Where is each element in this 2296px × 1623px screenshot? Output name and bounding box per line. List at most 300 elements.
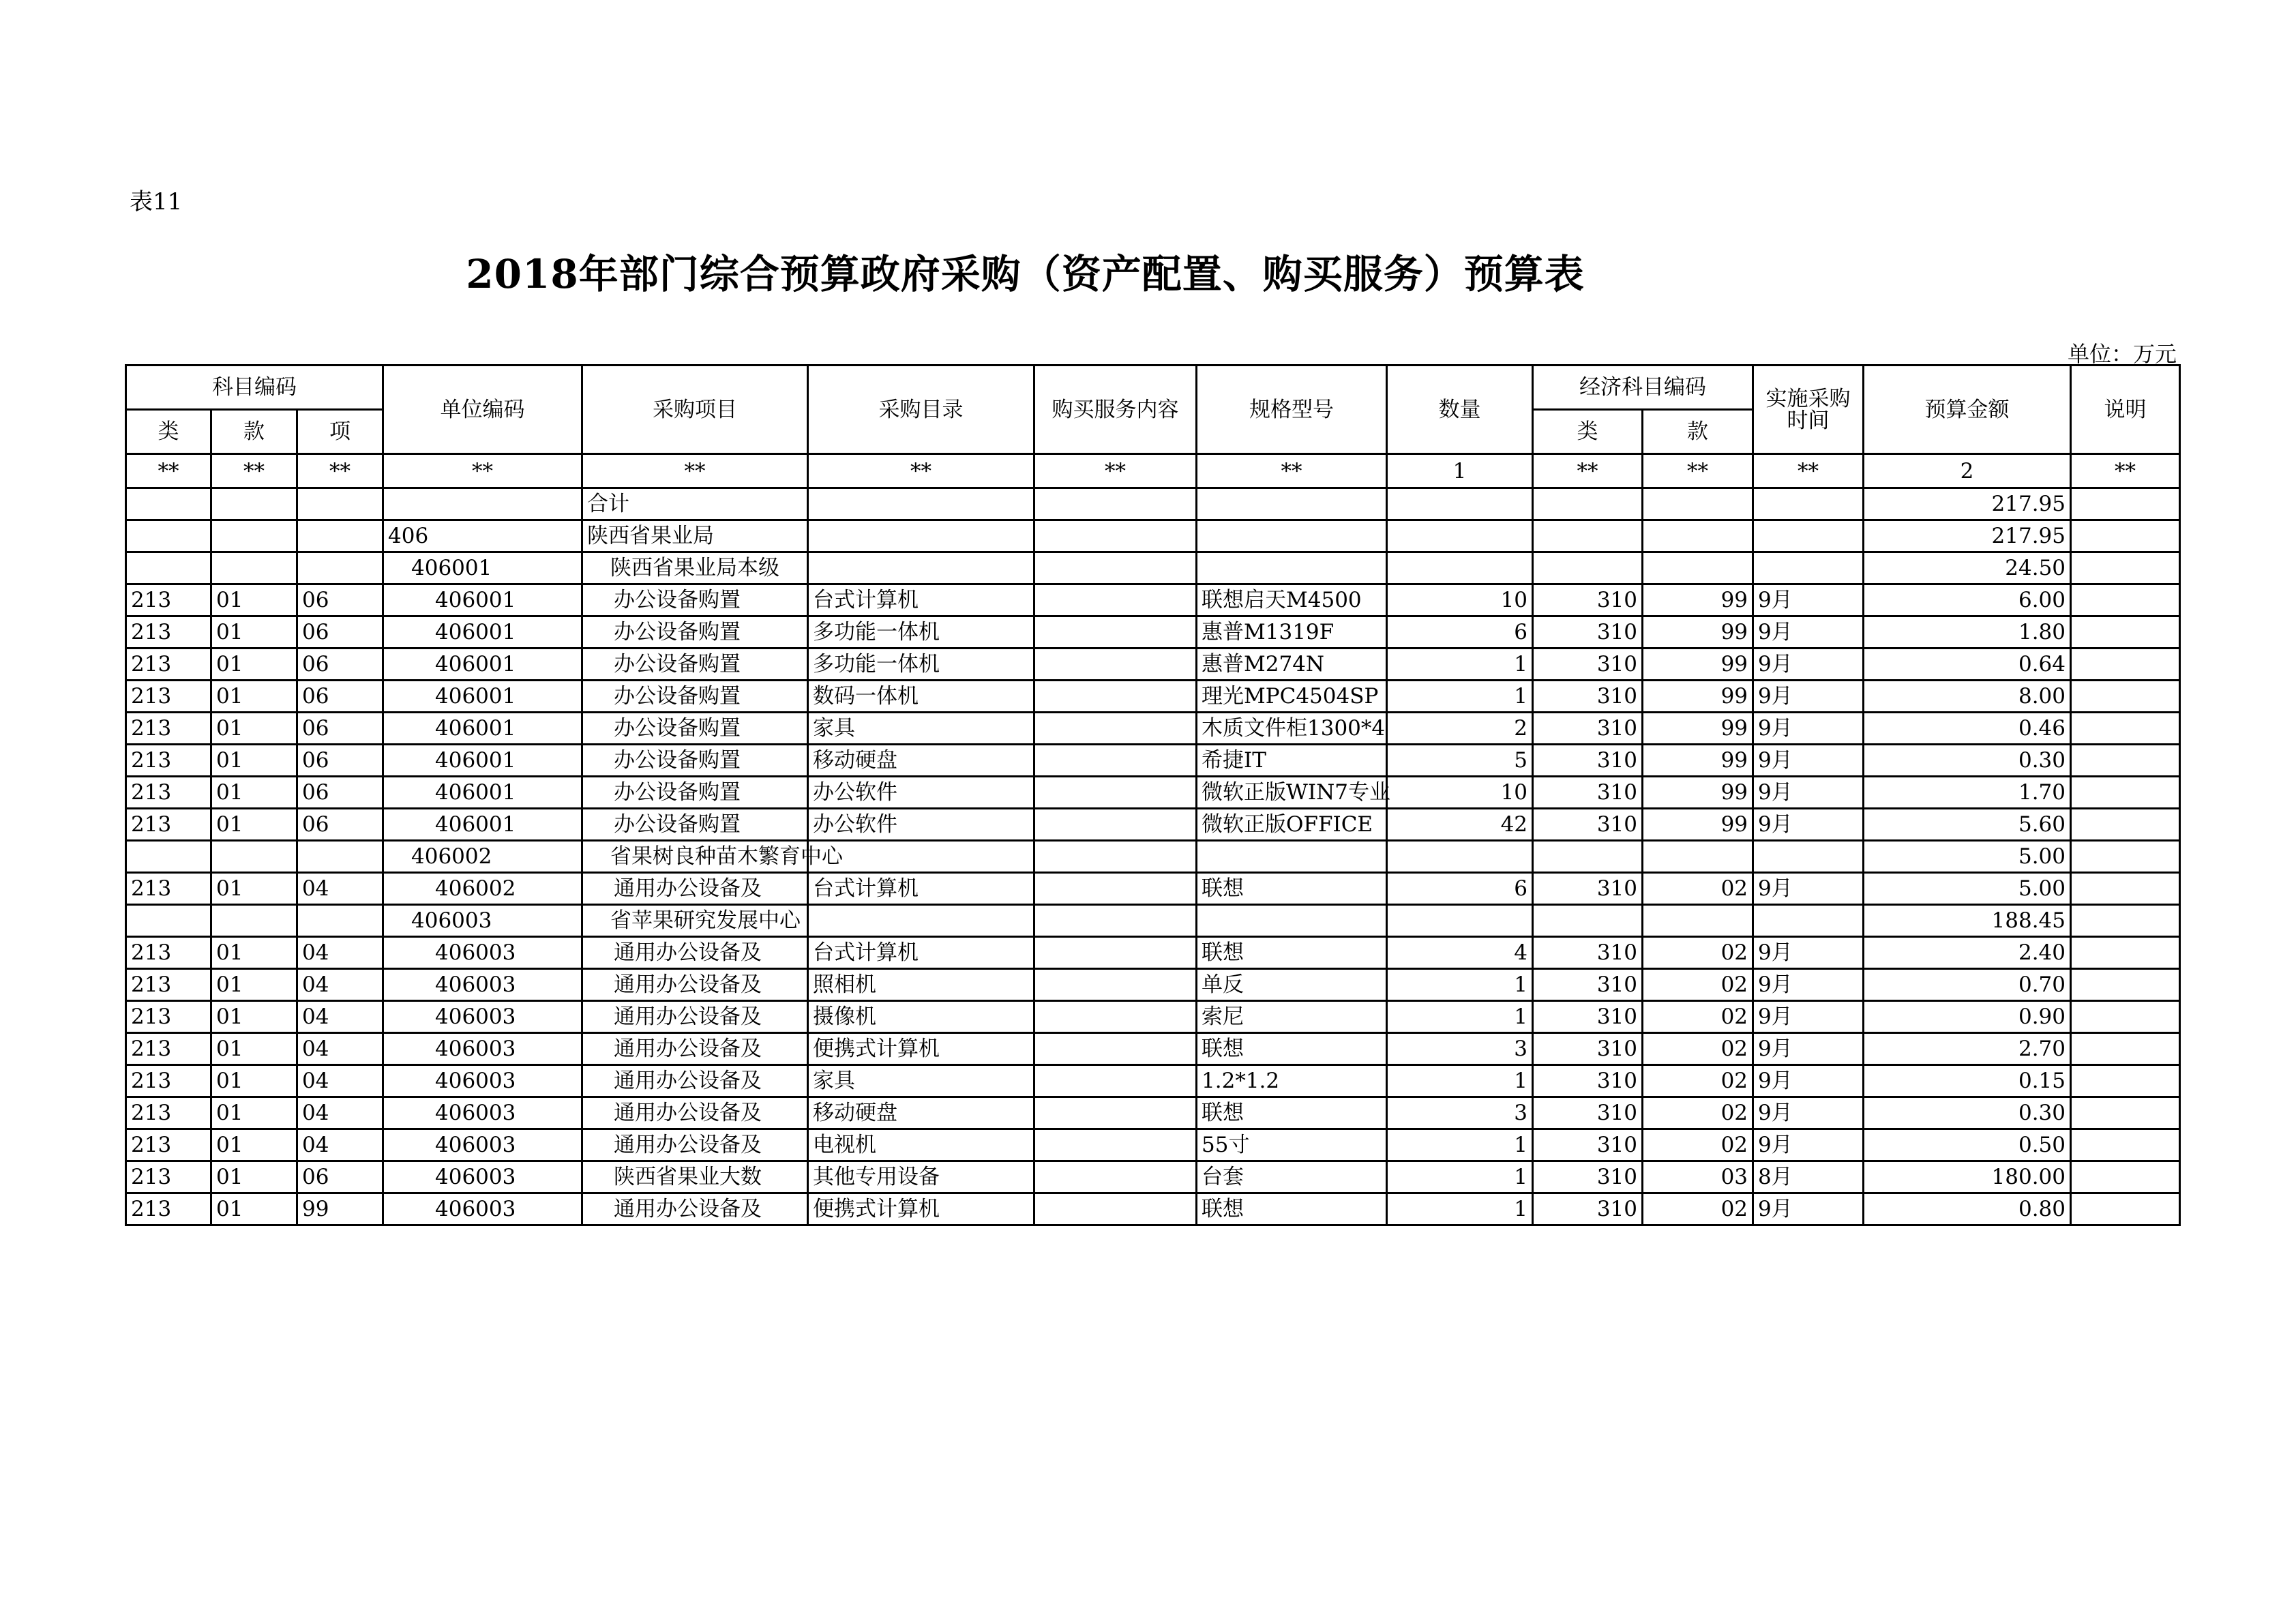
- cell-service: [1034, 1001, 1197, 1033]
- cell-qty: [1387, 552, 1533, 584]
- table-row: [126, 713, 2180, 745]
- cell-project: 办公设备购置: [582, 777, 808, 809]
- cell-spec: 联想: [1197, 873, 1387, 905]
- cell-project: 办公设备购置: [582, 616, 808, 649]
- cell-amount: 8.00: [1864, 681, 2071, 713]
- cell-xiang: [297, 488, 383, 520]
- cell-unit-code: 406001: [383, 552, 582, 584]
- cell-qty: 1: [1387, 1193, 1533, 1225]
- table-row: [126, 681, 2180, 713]
- cell-time: 9月: [1753, 1001, 1864, 1033]
- cell-econ-kuan: 99: [1643, 777, 1753, 809]
- cell-catalog: 摄像机: [808, 1001, 1034, 1033]
- cell-amount: 180.00: [1864, 1161, 2071, 1193]
- unit-label: 单位：万元: [2067, 341, 2177, 367]
- cell-econ-kuan: [1643, 841, 1753, 873]
- cell-unit-code: 406003: [383, 969, 582, 1001]
- cell-spec: 微软正版OFFICE: [1197, 809, 1387, 841]
- cell-amount: 2.40: [1864, 937, 2071, 969]
- cell-note: [2071, 552, 2180, 584]
- cell-kuan: 01: [211, 584, 297, 616]
- cell-time: [1753, 841, 1864, 873]
- cell-econ-kuan: [1643, 905, 1753, 937]
- cell-econ-lei: 310: [1533, 649, 1643, 681]
- cell-catalog: 家具: [808, 713, 1034, 745]
- table-row: [126, 552, 2180, 584]
- cell-lei: 213: [126, 681, 211, 713]
- cell-unit-code: 406001: [383, 681, 582, 713]
- cell-amount: 1.80: [1864, 616, 2071, 649]
- cell-econ-kuan: 02: [1643, 1193, 1753, 1225]
- cell-spec: 联想启天M4500: [1197, 584, 1387, 616]
- cell-unit-code: 406003: [383, 1033, 582, 1065]
- header-note: 说明: [2071, 366, 2180, 454]
- cell-unit-code: 406002: [383, 873, 582, 905]
- cell-spec: [1197, 552, 1387, 584]
- cell-kuan: 01: [211, 1065, 297, 1097]
- cell-kuan: [211, 841, 297, 873]
- cell-econ-lei: [1533, 488, 1643, 520]
- cell-lei: 213: [126, 1001, 211, 1033]
- cell-time: 9月: [1753, 969, 1864, 1001]
- header-subject-code: 科目编码: [126, 366, 383, 410]
- header-econ-code: 经济科目编码: [1533, 366, 1753, 410]
- cell-xiang: 04: [297, 969, 383, 1001]
- cell-econ-kuan: [1643, 520, 1753, 552]
- cell-time: 9月: [1753, 649, 1864, 681]
- cell-lei: 213: [126, 1065, 211, 1097]
- cell-project: 办公设备购置: [582, 681, 808, 713]
- cell-econ-lei: 310: [1533, 777, 1643, 809]
- cell-econ-kuan: [1643, 552, 1753, 584]
- header-unit-code: 单位编码: [383, 366, 582, 454]
- cell-amount: 0.46: [1864, 713, 2071, 745]
- cell-project: 办公设备购置: [582, 745, 808, 777]
- cell-xiang: 04: [297, 1129, 383, 1161]
- cell-xiang: 06: [297, 777, 383, 809]
- cell-service: [1034, 1097, 1197, 1129]
- cell-note: [2071, 1065, 2180, 1097]
- cell-note: [2071, 713, 2180, 745]
- marker-cell: **: [297, 454, 383, 488]
- cell-project: 陕西省果业局: [582, 520, 808, 552]
- cell-econ-kuan: 99: [1643, 681, 1753, 713]
- cell-kuan: 01: [211, 1001, 297, 1033]
- cell-unit-code: 406003: [383, 1193, 582, 1225]
- cell-econ-kuan: 02: [1643, 1065, 1753, 1097]
- cell-kuan: 01: [211, 969, 297, 1001]
- cell-xiang: 06: [297, 649, 383, 681]
- cell-time: 9月: [1753, 777, 1864, 809]
- cell-econ-lei: 310: [1533, 1193, 1643, 1225]
- cell-xiang: [297, 520, 383, 552]
- cell-qty: 5: [1387, 745, 1533, 777]
- cell-econ-kuan: 02: [1643, 873, 1753, 905]
- cell-lei: 213: [126, 777, 211, 809]
- cell-xiang: 06: [297, 616, 383, 649]
- cell-note: [2071, 1193, 2180, 1225]
- cell-note: [2071, 1129, 2180, 1161]
- table-body: [126, 488, 2180, 1225]
- cell-note: [2071, 1097, 2180, 1129]
- cell-econ-lei: 310: [1533, 713, 1643, 745]
- cell-kuan: 01: [211, 745, 297, 777]
- cell-unit-code: 406003: [383, 905, 582, 937]
- cell-spec: [1197, 488, 1387, 520]
- cell-qty: 1: [1387, 1129, 1533, 1161]
- cell-unit-code: 406002: [383, 841, 582, 873]
- cell-note: [2071, 584, 2180, 616]
- cell-econ-lei: 310: [1533, 681, 1643, 713]
- cell-econ-lei: 310: [1533, 873, 1643, 905]
- cell-xiang: 04: [297, 1065, 383, 1097]
- cell-note: [2071, 1161, 2180, 1193]
- cell-time: 9月: [1753, 1065, 1864, 1097]
- cell-qty: 2: [1387, 713, 1533, 745]
- cell-xiang: 06: [297, 681, 383, 713]
- header-lei: 类: [126, 410, 211, 454]
- cell-note: [2071, 777, 2180, 809]
- cell-catalog: 办公软件: [808, 777, 1034, 809]
- cell-catalog: [808, 488, 1034, 520]
- cell-econ-kuan: 99: [1643, 649, 1753, 681]
- cell-spec: 联想: [1197, 1033, 1387, 1065]
- cell-econ-kuan: 02: [1643, 1097, 1753, 1129]
- cell-project: 办公设备购置: [582, 584, 808, 616]
- page-title: 2018年部门综合预算政府采购（资产配置、购买服务）预算表: [466, 251, 1585, 297]
- cell-amount: 0.80: [1864, 1193, 2071, 1225]
- cell-project: 通用办公设备及: [582, 1033, 808, 1065]
- cell-amount: 0.64: [1864, 649, 2071, 681]
- header-project: 采购项目: [582, 366, 808, 454]
- cell-note: [2071, 1033, 2180, 1065]
- cell-unit-code: 406001: [383, 745, 582, 777]
- cell-spec: 55寸: [1197, 1129, 1387, 1161]
- cell-service: [1034, 1129, 1197, 1161]
- cell-unit-code: 406001: [383, 777, 582, 809]
- cell-lei: [126, 520, 211, 552]
- header-spec: 规格型号: [1197, 366, 1387, 454]
- cell-amount: 0.30: [1864, 745, 2071, 777]
- cell-lei: 213: [126, 937, 211, 969]
- cell-time: 8月: [1753, 1161, 1864, 1193]
- cell-project: 办公设备购置: [582, 809, 808, 841]
- cell-note: [2071, 520, 2180, 552]
- cell-project: 通用办公设备及: [582, 1097, 808, 1129]
- cell-econ-lei: 310: [1533, 1065, 1643, 1097]
- cell-catalog: 多功能一体机: [808, 616, 1034, 649]
- marker-cell: **: [1753, 454, 1864, 488]
- cell-service: [1034, 809, 1197, 841]
- cell-unit-code: 406001: [383, 713, 582, 745]
- cell-qty: [1387, 488, 1533, 520]
- cell-time: 9月: [1753, 809, 1864, 841]
- cell-econ-kuan: 03: [1643, 1161, 1753, 1193]
- header-xiang: 项: [297, 410, 383, 454]
- cell-spec: 1.2*1.2: [1197, 1065, 1387, 1097]
- cell-catalog: 台式计算机: [808, 584, 1034, 616]
- cell-lei: 213: [126, 1097, 211, 1129]
- cell-spec: 单反: [1197, 969, 1387, 1001]
- cell-amount: 0.50: [1864, 1129, 2071, 1161]
- cell-unit-code: 406001: [383, 584, 582, 616]
- cell-time: 9月: [1753, 1097, 1864, 1129]
- cell-service: [1034, 488, 1197, 520]
- header-amount: 预算金额: [1864, 366, 2071, 454]
- table-row: [126, 488, 2180, 520]
- table-row: [126, 969, 2180, 1001]
- cell-kuan: 01: [211, 1129, 297, 1161]
- cell-econ-kuan: 02: [1643, 1033, 1753, 1065]
- cell-spec: 微软正版WIN7专业: [1197, 777, 1387, 809]
- cell-amount: 6.00: [1864, 584, 2071, 616]
- cell-econ-lei: [1533, 520, 1643, 552]
- cell-catalog: 便携式计算机: [808, 1033, 1034, 1065]
- cell-econ-kuan: 02: [1643, 1129, 1753, 1161]
- cell-note: [2071, 905, 2180, 937]
- cell-project: 通用办公设备及: [582, 1065, 808, 1097]
- table-row: [126, 1193, 2180, 1225]
- table-row: [126, 873, 2180, 905]
- cell-time: 9月: [1753, 1129, 1864, 1161]
- cell-note: [2071, 969, 2180, 1001]
- cell-lei: 213: [126, 969, 211, 1001]
- cell-kuan: [211, 552, 297, 584]
- cell-project: 办公设备购置: [582, 713, 808, 745]
- cell-amount: 5.60: [1864, 809, 2071, 841]
- cell-unit-code: 406003: [383, 1001, 582, 1033]
- table-row: [126, 616, 2180, 649]
- cell-catalog: 台式计算机: [808, 937, 1034, 969]
- cell-lei: [126, 488, 211, 520]
- header-qty: 数量: [1387, 366, 1533, 454]
- cell-lei: 213: [126, 713, 211, 745]
- cell-econ-lei: 310: [1533, 969, 1643, 1001]
- cell-note: [2071, 488, 2180, 520]
- cell-note: [2071, 616, 2180, 649]
- cell-kuan: 01: [211, 649, 297, 681]
- cell-time: [1753, 905, 1864, 937]
- cell-qty: 4: [1387, 937, 1533, 969]
- cell-project: 省果树良种苗木繁育中心: [582, 841, 808, 873]
- table-row: [126, 937, 2180, 969]
- cell-econ-lei: 310: [1533, 1001, 1643, 1033]
- cell-lei: 213: [126, 1129, 211, 1161]
- cell-lei: [126, 841, 211, 873]
- cell-econ-lei: 310: [1533, 1097, 1643, 1129]
- cell-catalog: 移动硬盘: [808, 1097, 1034, 1129]
- procurement-budget-table: [125, 364, 2181, 1226]
- cell-lei: 213: [126, 873, 211, 905]
- cell-service: [1034, 1193, 1197, 1225]
- cell-spec: 联想: [1197, 1097, 1387, 1129]
- cell-note: [2071, 809, 2180, 841]
- marker-cell: **: [808, 454, 1034, 488]
- marker-row: [126, 454, 2180, 488]
- header-econ-lei: 类: [1533, 410, 1643, 454]
- cell-unit-code: 406: [383, 520, 582, 552]
- cell-econ-lei: [1533, 552, 1643, 584]
- cell-qty: 1: [1387, 1065, 1533, 1097]
- cell-qty: 3: [1387, 1097, 1533, 1129]
- cell-time: 9月: [1753, 745, 1864, 777]
- cell-amount: 5.00: [1864, 841, 2071, 873]
- cell-catalog: 照相机: [808, 969, 1034, 1001]
- cell-time: [1753, 520, 1864, 552]
- cell-qty: 1: [1387, 681, 1533, 713]
- cell-qty: 42: [1387, 809, 1533, 841]
- cell-time: [1753, 552, 1864, 584]
- cell-service: [1034, 905, 1197, 937]
- cell-time: 9月: [1753, 873, 1864, 905]
- cell-xiang: 04: [297, 1001, 383, 1033]
- cell-spec: 木质文件柜1300*4: [1197, 713, 1387, 745]
- cell-project: 通用办公设备及: [582, 937, 808, 969]
- cell-econ-kuan: 02: [1643, 1001, 1753, 1033]
- cell-note: [2071, 937, 2180, 969]
- cell-note: [2071, 1001, 2180, 1033]
- cell-service: [1034, 649, 1197, 681]
- cell-lei: [126, 552, 211, 584]
- cell-xiang: [297, 905, 383, 937]
- marker-cell: 2: [1864, 454, 2071, 488]
- cell-xiang: 06: [297, 809, 383, 841]
- marker-cell: **: [126, 454, 211, 488]
- cell-catalog: [808, 905, 1034, 937]
- marker-cell: **: [1643, 454, 1753, 488]
- cell-econ-lei: [1533, 905, 1643, 937]
- table-row: [126, 777, 2180, 809]
- marker-cell: **: [1533, 454, 1643, 488]
- cell-spec: [1197, 520, 1387, 552]
- header-catalog: 采购目录: [808, 366, 1034, 454]
- cell-lei: [126, 905, 211, 937]
- cell-note: [2071, 841, 2180, 873]
- cell-catalog: 多功能一体机: [808, 649, 1034, 681]
- cell-spec: 希捷IT: [1197, 745, 1387, 777]
- cell-unit-code: 406003: [383, 1129, 582, 1161]
- cell-qty: 1: [1387, 1001, 1533, 1033]
- cell-service: [1034, 1033, 1197, 1065]
- cell-econ-kuan: 99: [1643, 713, 1753, 745]
- table-row: [126, 1033, 2180, 1065]
- cell-spec: 惠普M1319F: [1197, 616, 1387, 649]
- cell-xiang: [297, 841, 383, 873]
- cell-spec: 索尼: [1197, 1001, 1387, 1033]
- cell-unit-code: 406003: [383, 1065, 582, 1097]
- cell-project: 省苹果研究发展中心: [582, 905, 808, 937]
- cell-catalog: 台式计算机: [808, 873, 1034, 905]
- table-number: 表11: [130, 188, 183, 215]
- cell-kuan: 01: [211, 1161, 297, 1193]
- cell-catalog: 数码一体机: [808, 681, 1034, 713]
- cell-time: 9月: [1753, 713, 1864, 745]
- cell-project: 合计: [582, 488, 808, 520]
- cell-xiang: 99: [297, 1193, 383, 1225]
- cell-service: [1034, 1065, 1197, 1097]
- cell-econ-kuan: 99: [1643, 745, 1753, 777]
- cell-lei: 213: [126, 1161, 211, 1193]
- cell-amount: 217.95: [1864, 520, 2071, 552]
- cell-xiang: 04: [297, 937, 383, 969]
- cell-catalog: 便携式计算机: [808, 1193, 1034, 1225]
- cell-service: [1034, 873, 1197, 905]
- cell-project: 通用办公设备及: [582, 1129, 808, 1161]
- cell-kuan: [211, 520, 297, 552]
- cell-service: [1034, 584, 1197, 616]
- cell-lei: 213: [126, 616, 211, 649]
- table-row: [126, 520, 2180, 552]
- cell-econ-lei: 310: [1533, 584, 1643, 616]
- cell-econ-kuan: 99: [1643, 616, 1753, 649]
- cell-project: 通用办公设备及: [582, 1001, 808, 1033]
- cell-amount: 217.95: [1864, 488, 2071, 520]
- header-econ-kuan: 款: [1643, 410, 1753, 454]
- cell-kuan: 01: [211, 873, 297, 905]
- cell-service: [1034, 552, 1197, 584]
- cell-spec: 理光MPC4504SP: [1197, 681, 1387, 713]
- cell-service: [1034, 937, 1197, 969]
- cell-xiang: 04: [297, 1033, 383, 1065]
- cell-catalog: 其他专用设备: [808, 1161, 1034, 1193]
- cell-service: [1034, 777, 1197, 809]
- cell-econ-kuan: 02: [1643, 969, 1753, 1001]
- cell-amount: 0.70: [1864, 969, 2071, 1001]
- cell-project: 通用办公设备及: [582, 969, 808, 1001]
- cell-qty: 1: [1387, 1161, 1533, 1193]
- table-row: [126, 1097, 2180, 1129]
- cell-amount: 24.50: [1864, 552, 2071, 584]
- cell-kuan: 01: [211, 777, 297, 809]
- cell-kuan: 01: [211, 616, 297, 649]
- cell-unit-code: 406001: [383, 809, 582, 841]
- cell-unit-code: 406001: [383, 616, 582, 649]
- cell-kuan: 01: [211, 1193, 297, 1225]
- cell-catalog: 家具: [808, 1065, 1034, 1097]
- cell-note: [2071, 681, 2180, 713]
- cell-amount: 0.90: [1864, 1001, 2071, 1033]
- table-row: [126, 905, 2180, 937]
- cell-lei: 213: [126, 809, 211, 841]
- cell-xiang: 04: [297, 1097, 383, 1129]
- table-row: [126, 1161, 2180, 1193]
- cell-econ-lei: [1533, 841, 1643, 873]
- cell-time: 9月: [1753, 584, 1864, 616]
- cell-time: 9月: [1753, 1193, 1864, 1225]
- cell-lei: 213: [126, 1033, 211, 1065]
- table-row: [126, 1065, 2180, 1097]
- cell-econ-kuan: [1643, 488, 1753, 520]
- cell-catalog: 移动硬盘: [808, 745, 1034, 777]
- cell-unit-code: 406001: [383, 649, 582, 681]
- header-time: 实施采购时间: [1753, 366, 1864, 454]
- cell-project: 陕西省果业局本级: [582, 552, 808, 584]
- cell-kuan: 01: [211, 681, 297, 713]
- cell-econ-lei: 310: [1533, 809, 1643, 841]
- cell-project: 通用办公设备及: [582, 873, 808, 905]
- cell-qty: 10: [1387, 777, 1533, 809]
- cell-spec: 联想: [1197, 1193, 1387, 1225]
- table-row: [126, 841, 2180, 873]
- cell-service: [1034, 713, 1197, 745]
- cell-spec: 惠普M274N: [1197, 649, 1387, 681]
- cell-project: 通用办公设备及: [582, 1193, 808, 1225]
- cell-qty: 3: [1387, 1033, 1533, 1065]
- cell-qty: [1387, 841, 1533, 873]
- cell-catalog: 办公软件: [808, 809, 1034, 841]
- cell-xiang: 06: [297, 584, 383, 616]
- cell-amount: 0.15: [1864, 1065, 2071, 1097]
